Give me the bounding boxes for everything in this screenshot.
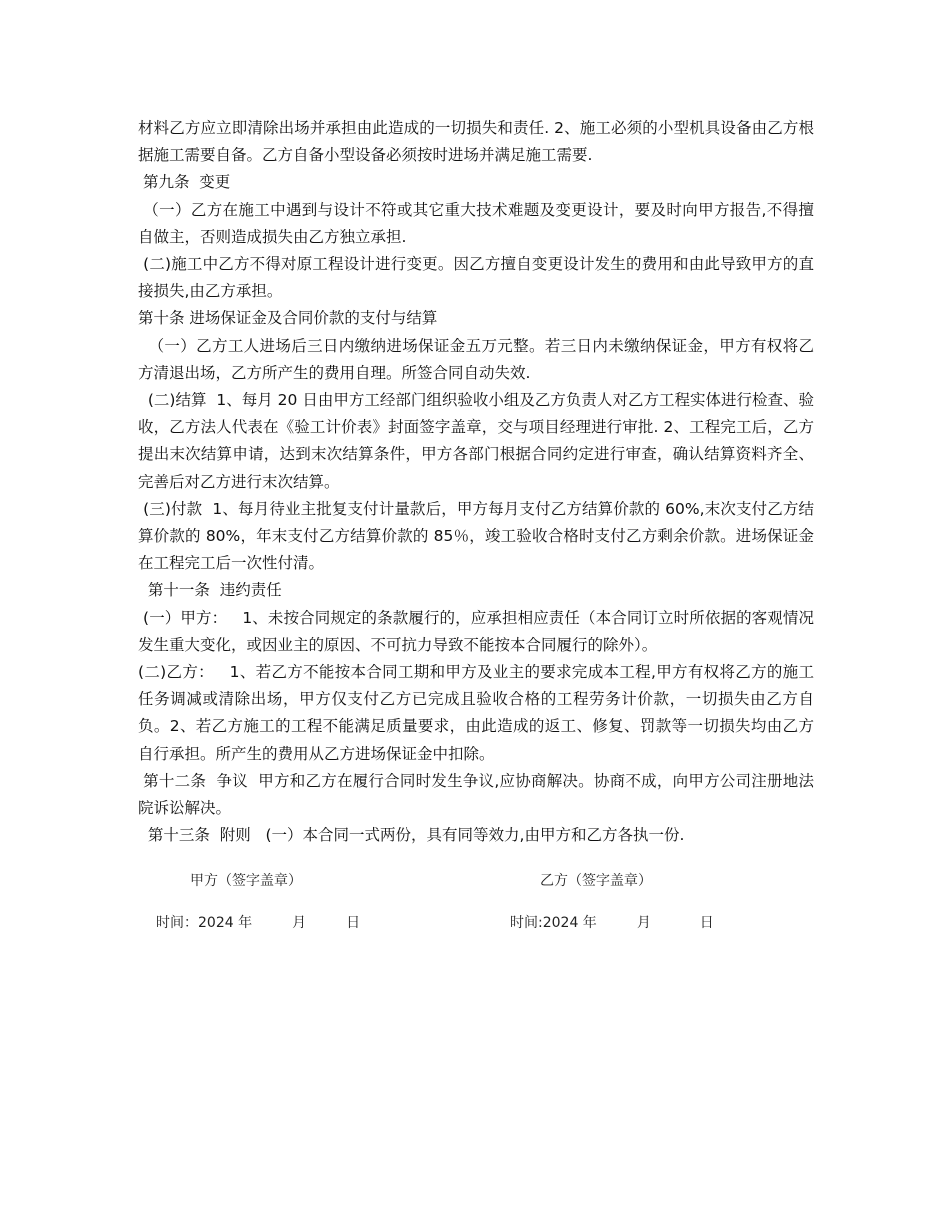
paragraph-10-1: （一）乙方工人进场后三日内缴纳进场保证金五万元整。若三日内未缴纳保证金，甲方有权将乙方清退出场，乙方所产生的费用自理。所签合同自动失效. [138,336,814,382]
paragraph-11-2: (二)乙方： 1、若乙方不能按本合同工期和甲方及业主的要求完成本工程,甲方有权将乙方的施工任务调减或清除出场，甲方仅支付乙方已完成且验收合格的工程劳务计价款，一切损失由乙方自负。2、若乙方施工的工程不能满足质量要求，由此造成的返工、修复、罚款等一切损失均由乙方自行承担。所产生的费用从乙方进场保证金中扣除。 [138,663,814,763]
paragraph-materials: 材料乙方应立即清除出场并承担由此造成的一切损失和责任. 2、施工必须的小型机具设备由乙方根据施工需要自备。乙方自备小型设备必须按时进场并满足施工需要. [138,119,814,165]
paragraph-10-3: (三)付款 1、每月待业主批复支付计量款后，甲方每月支付乙方结算价款的 60%,末次支付乙方结算价款的 80%，年末支付乙方结算价款的 85％，竣工验收合格时支付乙方剩余价款。进场保证金在工程完工后一次性付清。 [138,499,814,573]
contract-body [138,115,814,849]
party-b-date: 时间:2024 年 月 日 [510,915,714,931]
paragraph-11-1: (一）甲方： 1、未按合同规定的条款履行的，应承担相应责任（本合同订立时所依据的客观情况发生重大变化，或因业主的原因、不可抗力导致不能按本合同履行的除外）。 [138,608,814,654]
paragraph-article-12: 第十二条 争议 甲方和乙方在履行合同时发生争议,应协商解决。协商不成，向甲方公司注册地法院诉讼解决。 [138,771,814,818]
paragraph-10-2: (二)结算 1、每月 20 日由甲方工经部门组织验收小组及乙方负责人对乙方工程实体进行检查、验收，乙方法人代表在《验工计价表》封面签字盖章，交与项目经理进行审批. 2、工程完工后，乙方提出末次结算申请，达到末次结算条件，甲方各部门根据合同约定进行审查，确认结算资料齐全、完善后对乙方进行末次结算。 [138,391,815,491]
party-a-signature-label: 甲方（签字盖章） [190,873,302,889]
paragraph-9-2: (二)施工中乙方不得对原工程设计进行变更。因乙方擅自变更设计发生的费用和由此导致甲方的直接损失,由乙方承担。 [138,255,814,301]
party-b-signature-label: 乙方（签字盖章） [540,873,652,889]
paragraph-article-13: 第十三条 附则 (一）本合同一式两份，具有同等效力,由甲方和乙方各执一份. [138,826,685,845]
paragraph-9-1: （一）乙方在施工中遇到与设计不符或其它重大技术难题及变更设计，要及时向甲方报告,不得擅自做主，否则造成损失由乙方独立承担. [138,200,814,246]
heading-article-10: 第十条 进场保证金及合同价款的支付与结算 [138,309,438,328]
heading-article-9: 第九条 变更 [138,173,231,192]
heading-article-11: 第十一条 违约责任 [138,581,282,600]
party-a-date: 时间：2024 年 月 日 [156,915,361,931]
